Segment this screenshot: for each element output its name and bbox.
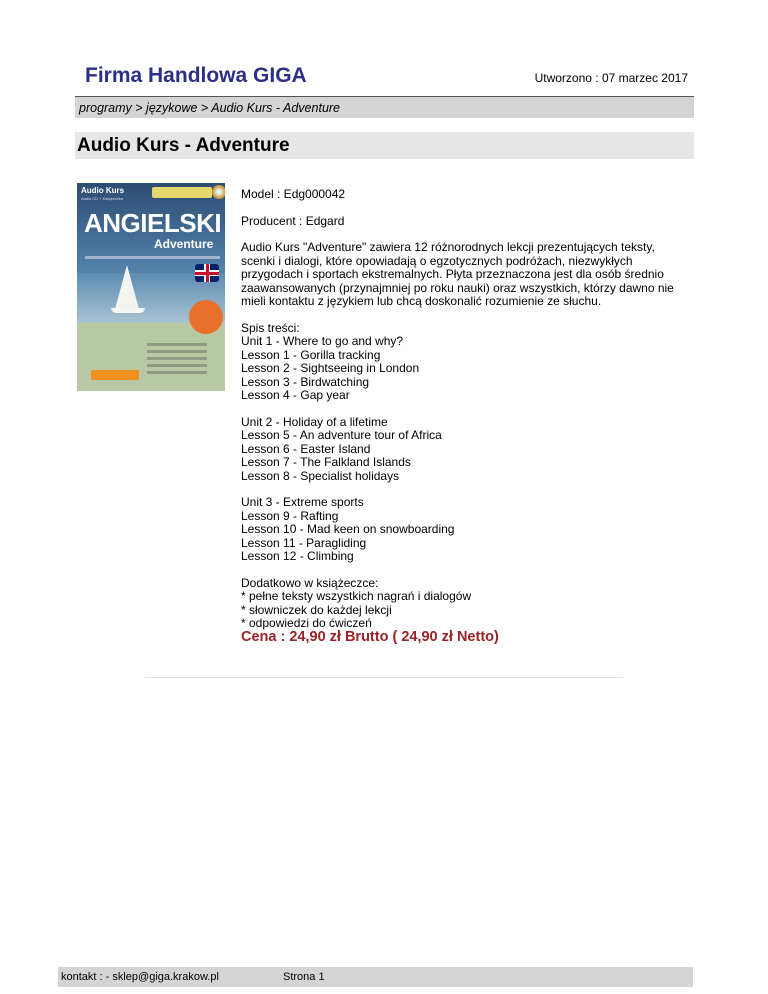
cover-format-label: Audio CD + Książeczka — [81, 196, 123, 201]
list-item: * odpowiedzi do ćwiczeń — [241, 616, 372, 630]
list-item: Unit 2 - Holiday of a lifetime — [241, 414, 388, 429]
product-cover-image — [77, 183, 225, 391]
list-item: Lesson 10 - Mad keen on snowboarding — [241, 522, 455, 536]
list-item: Lesson 6 - Easter Island — [241, 441, 371, 456]
breadcrumb[interactable]: programy > językowe > Audio Kurs - Adventure — [75, 96, 694, 118]
product-price: Cena : 24,90 zł Brutto ( 24,90 zł Netto) — [241, 628, 499, 645]
cover-title: ANGIELSKI — [84, 208, 222, 238]
list-item: Lesson 9 - Rafting — [241, 508, 339, 523]
list-item: Lesson 2 - Sightseeing in London — [241, 361, 420, 375]
footer-contact[interactable]: kontakt : - sklep@giga.krakow.pl — [61, 971, 219, 983]
uk-flag-icon — [195, 264, 219, 282]
list-item: * pełne teksty wszystkich nagrań i dialogów — [241, 589, 472, 603]
list-item: Lesson 8 - Specialist holidays — [241, 468, 400, 483]
toc-heading: Spis treści: — [241, 320, 300, 335]
footer-bar — [58, 967, 693, 987]
extras-heading: Dodatkowo w książeczce: — [241, 575, 379, 590]
list-item: Lesson 4 - Gap year — [241, 388, 350, 402]
product-details — [241, 188, 681, 644]
list-item: Lesson 3 - Birdwatching — [241, 374, 370, 389]
promo-badge — [189, 300, 223, 334]
product-producer: Producent : Edgard — [241, 213, 345, 228]
cover-series-label: Audio Kurs — [81, 186, 125, 195]
list-item: Unit 3 - Extreme sports — [241, 495, 364, 509]
cd-icon — [212, 185, 225, 199]
list-item: Lesson 5 - An adventure tour of Africa — [241, 428, 442, 442]
list-item: * słowniczek do każdej lekcji — [241, 602, 392, 617]
divider — [145, 677, 623, 678]
list-item: Lesson 12 - Climbing — [241, 549, 354, 563]
list-item: Lesson 1 - Gorilla tracking — [241, 347, 381, 362]
cover-subtitle: Adventure — [154, 237, 214, 251]
page-title: Audio Kurs - Adventure — [75, 132, 694, 159]
sailboat-icon — [115, 265, 139, 309]
product-description: Audio Kurs "Adventure" zawiera 12 różnorodnych lekcji prezentujących teksty, scenki i dialogi, które opowiadają o egzotycznych podróżach, niezwykłych przygodach i sportach ekstremalnych. Płyta przeznaczona jest dla osób średnio zaawansowanych (przynajmniej po roku nauki) oraz wszystkich, którzy dawno nie mieli kontaktu z językiem lub chcą doskonalić rozumienie ze słuchu. — [241, 240, 674, 308]
product-model: Model : Edg000042 — [241, 187, 346, 201]
list-item: Lesson 7 - The Falkland Islands — [241, 455, 411, 469]
publisher-logo — [91, 370, 139, 380]
created-date: Utworzono : 07 marzec 2017 — [534, 71, 688, 85]
list-item: Lesson 11 - Paragliding — [241, 535, 367, 550]
company-name: Firma Handlowa GIGA — [85, 64, 307, 87]
page-number: Strona 1 — [283, 971, 325, 983]
list-item: Unit 1 - Where to go and why? — [241, 334, 404, 348]
table-of-contents — [241, 322, 681, 631]
